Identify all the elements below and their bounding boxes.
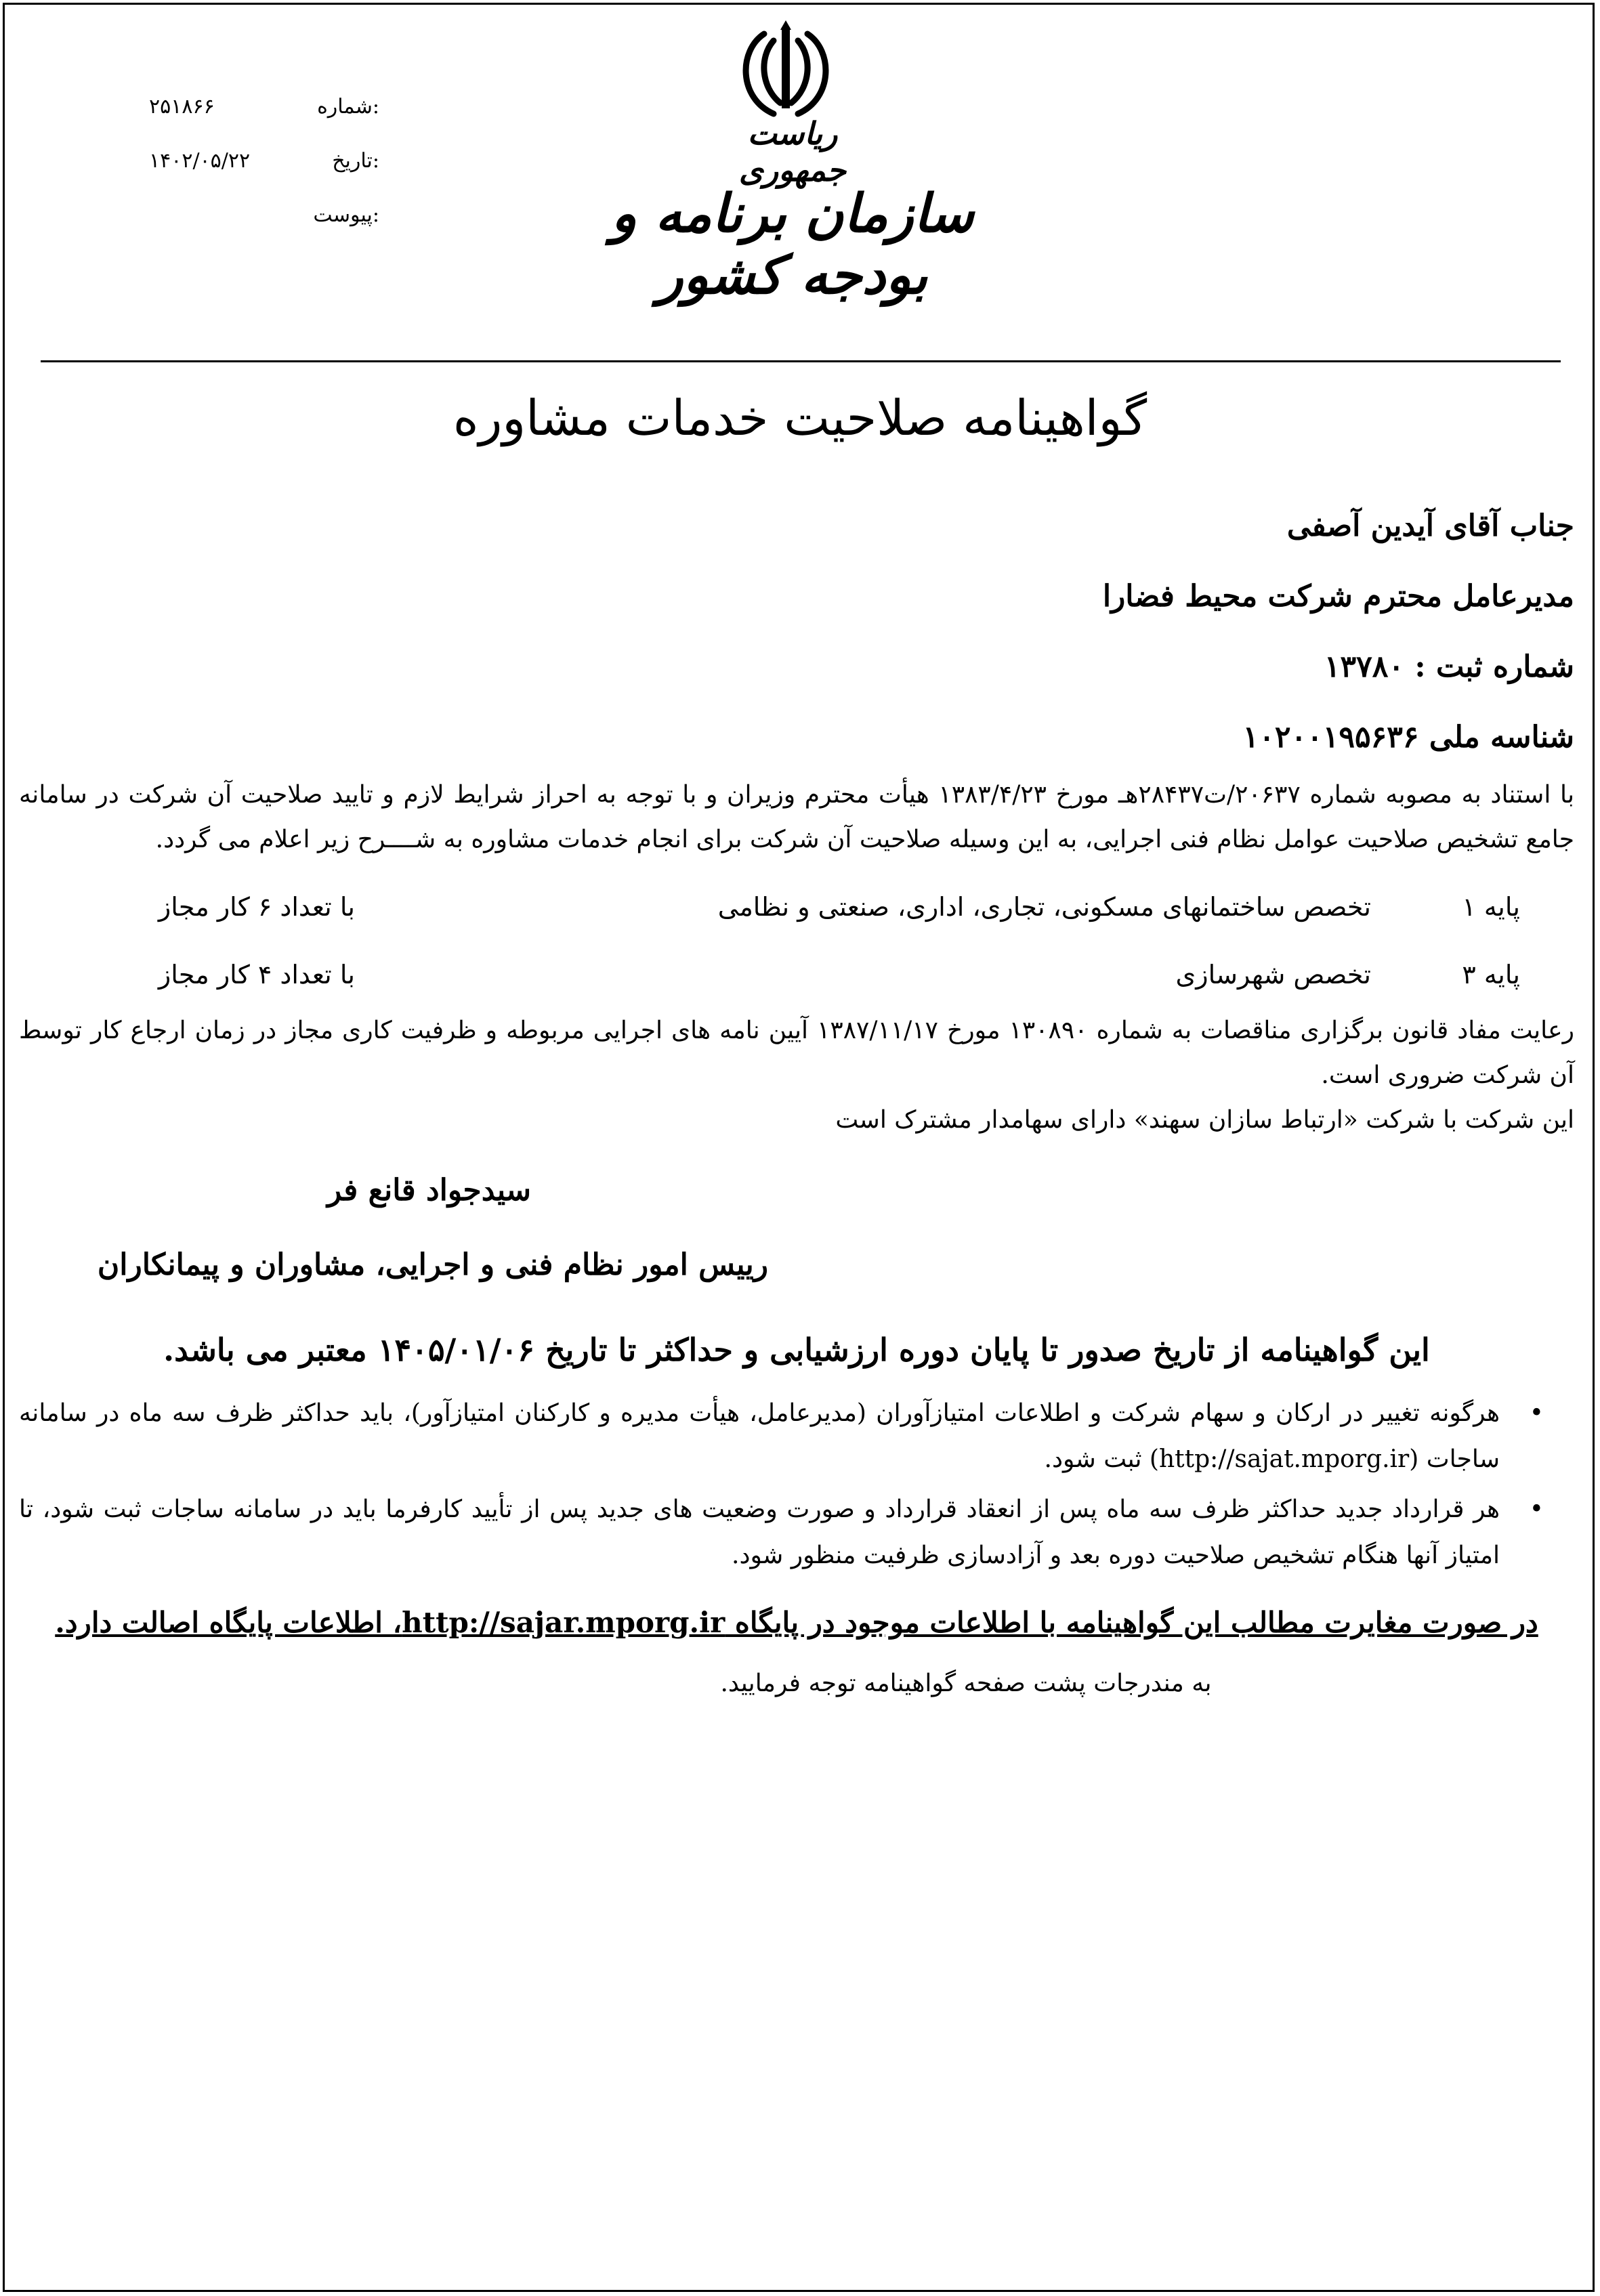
specialty-level: پایه ۳: [1462, 960, 1520, 990]
specialty-row: [19, 941, 1574, 1008]
letter-meta: [135, 80, 379, 242]
letter-attachment-row: [135, 188, 379, 242]
letter-number-row: [135, 80, 379, 134]
iran-emblem-icon: [732, 20, 840, 122]
notes-list: [19, 1390, 1574, 1579]
compliance-paragraph: رعایت مفاد قانون برگزاری مناقصات به شماره ۱۳۰۸۹۰ مورخ ۱۳۸۷/۱۱/۱۷ آیین نامه های اجرایی مربوطه و ظرفیت کاری مجاز در زمان ارجاع کار توسط آن شرکت ضروری است.: [19, 1017, 1574, 1089]
certificate-title: گواهینامه صلاحیت خدمات مشاوره: [452, 389, 1148, 446]
letter-date-row: [135, 134, 379, 188]
registration-number: شماره ثبت : ۱۳۷۸۰: [1324, 650, 1574, 684]
bullet-icon: •: [1529, 1399, 1544, 1427]
specialty-name: تخصص ساختمانهای مسکونی، تجاری، اداری، صنعتی و نظامی: [717, 892, 1371, 922]
addressee-position: مدیرعامل محترم شرکت محیط فضارا: [1102, 579, 1574, 614]
letter-number-label: شماره:: [317, 95, 379, 119]
list-item: [19, 1487, 1574, 1579]
note-text: هرگونه تغییر در ارکان و سهام شرکت و اطلاعات امتیازآوران (مدیرعامل، هیأت مدیره و کارکنان امتیازآور)، باید حداکثر ظرف سه ماه در سامانه ساجات (http://sajat.mporg.ir) ثبت شود.: [19, 1399, 1500, 1473]
footer-note: به مندرجات پشت صفحه گواهینامه توجه فرمایید.: [720, 1670, 1212, 1697]
header-divider: [41, 360, 1561, 362]
specialty-level: پایه ۱: [1462, 892, 1520, 922]
certificate-body: [19, 491, 1574, 1714]
signatory-name: سیدجواد قانع فر: [327, 1173, 531, 1208]
letter-number-value: ۲۵۱۸۶۶: [149, 95, 215, 119]
validity-statement: این گواهینامه از تاریخ صدور تا پایان دوره ارزشیابی و حداکثر تا تاریخ ۱۴۰۵/۰۱/۰۶ معتبر می باشد.: [163, 1332, 1430, 1368]
specialty-name: تخصص شهرسازی: [1175, 960, 1371, 990]
org-name-logotype: سازمان برنامه و بودجه کشور: [611, 183, 974, 306]
letter-attachment-label: پیوست:: [313, 203, 379, 227]
authenticity-warning: در صورت مغایرت مطالب این گواهینامه با اطلاعات موجود در پایگاه http://sajar.mporg.ir، اطلاعات پایگاه اصالت دارد.: [55, 1606, 1538, 1639]
list-item: [19, 1390, 1574, 1483]
national-id: شناسه ملی ۱۰۲۰۰۱۹۵۶۳۶: [1242, 720, 1574, 754]
bullet-icon: •: [1529, 1495, 1544, 1523]
note-text: هر قرارداد جدید حداکثر ظرف سه ماه پس از انعقاد قرارداد و صورت وضعیت های جدید پس از تأیید کارفرما باید در سامانه ساجات ثبت شود، تا امتیاز آنها هنگام تشخیص صلاحیت دوره بعد و آزادسازی ظرفیت منظور شود.: [19, 1495, 1500, 1569]
letter-date-label: تاریخ:: [332, 149, 379, 173]
specialty-row: [19, 873, 1574, 941]
addressee-name: جناب آقای آیدین آصفی: [1286, 509, 1574, 543]
signatory-title: رییس امور نظام فنی و اجرایی، مشاوران و پیمانکاران: [97, 1248, 768, 1282]
org-presidency-text: ریاست جمهوری: [738, 115, 847, 188]
specialty-count: با تعداد ۴ کار مجاز: [158, 960, 355, 990]
letter-date-value: ۱۴۰۲/۰۵/۲۲: [149, 149, 251, 173]
body-paragraph: با استناد به مصوبه شماره ۲۰۶۳۷/ت۲۸۴۳۷هـ مورخ ۱۳۸۳/۴/۲۳ هیأت محترم وزیران و با توجه به احراز شرایط لازم و تایید صلاحیت آن شرکت در سامانه جامع تشخیص صلاحیت عوامل نظام فنی اجرایی، به این وسیله صلاحیت آن شرکت برای انجام خدمات مشاوره به شــــرح زیر اعلام می گردد.: [19, 781, 1574, 853]
shareholder-note: این شرکت با شرکت «ارتباط سازان سهند» دارای سهامدار مشترک است: [835, 1106, 1574, 1134]
specialty-count: با تعداد ۶ کار مجاز: [158, 892, 355, 922]
